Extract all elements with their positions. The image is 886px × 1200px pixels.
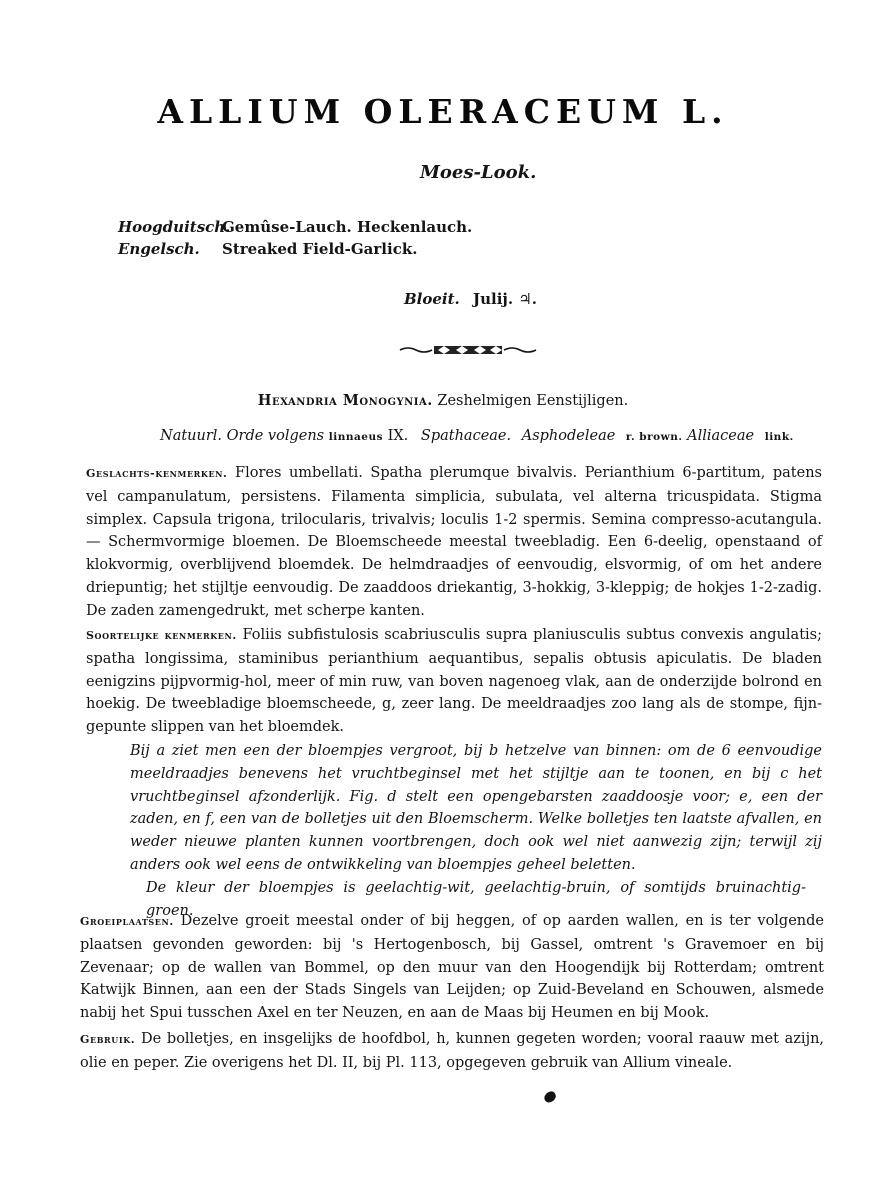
flower-colour-note: De kleur der bloempjes is geelachtig-wit, geelachtig-bruin, of somtijds bruinachtig-groen. <box>146 880 806 919</box>
linnaean-class <box>0 392 886 409</box>
usage-section <box>80 1028 824 1075</box>
author-link: link. <box>764 431 794 443</box>
order-alliaceae: Alliaceae <box>687 428 755 444</box>
flowering-month: Julij. <box>473 290 514 308</box>
section-heading: Geslachts-kenmerken. <box>86 467 228 480</box>
vernacular-row <box>118 238 472 260</box>
section-text: Foliis subfistulosis scabriusculis supra planiusculis subtus convexis angulatis; spatha longissima, staminibus perianthium aequantibus, sepalis obtusis apiculatis. De bladen eenigzins pijpvormig-hol, meer of min ruw, van boven nagenoeg vlak, aan de onderzijde bolrond en hoekig. De tweebladige bloemscheede, g, zeer lang. De meeldraadjes zoo lang als de stompe, fijn-gepunte slippen van het bloemdek. <box>86 627 822 736</box>
language-label: Hoogduitsch. <box>118 218 231 236</box>
author-linnaeus: linnaeus <box>328 431 384 443</box>
habitat-section <box>80 910 824 1025</box>
section-text: Flores umbellati. Spatha plerumque bivalvis. Perianthium 6-partitum, patens vel campanulatum, persistens. Filamenta simplicia, subulata, vel alterna tricuspidata. Stigma simplex. Capsula trigona, trilocularis, trivalvis; loculis 1-2 spermis. Semina compresso-acutangula. — Schermvormige bloemen. De Bloemscheede meestal tweebladig. Een 6-deelig, openstaand of klokvormig, overblijvend bloemdek. De helmdraadjes of eenvoudig, elsvormig, of om het andere driepuntig; het stijltje eenvoudig. De zaaddoos driekantig, 3-hokkig, 3-kleppig; de hokjes 1-2-zadig. De zaden zamengedrukt, met scherpe kanten. <box>86 465 822 619</box>
species-characters <box>86 624 822 739</box>
ornament-divider-icon <box>398 343 538 357</box>
order-spathaceae: Spathaceae. <box>420 428 512 444</box>
author-brown: r. brown. <box>625 431 683 443</box>
natural-order <box>160 428 794 444</box>
perennial-symbol: ♃. <box>518 290 537 308</box>
language-label: Engelsch. <box>118 240 200 258</box>
order-number: IX. <box>387 428 409 444</box>
section-heading: Soortelijke kenmerken. <box>86 629 237 642</box>
figure-explanation: Bij a ziet men een der bloempjes vergroot, bij b hetzelve van binnen: om de 6 eenvoudige meeldraadjes benevens het vruchtbeginsel met het stijltje aan te toonen, en bij c het vruchtbeginsel afzonderlijk. Fig. d stelt een opengebarsten zaaddoosje voor; e, een der zaden, en f, een van de bolletjes uit den Bloemscherm. Welke bolletjes ten laatste afvallen, en weder nieuwe planten kunnen voortbrengen, doch ook wel niet aanwezig zijn; terwijl zij anders ook wel eens de ontwikkeling van bloempjes geheel beletten. <box>130 743 822 873</box>
flowering-time <box>404 290 537 308</box>
class-dutch: Zeshelmigen Eenstijligen. <box>437 393 629 409</box>
section-text: De bolletjes, en insgelijks de hoofdbol, h, kunnen gegeten worden; vooral raauw met azijn, olie en peper. Zie overigens het Dl. II, bij Pl. 113, opgegeven gebruik van Allium vineale. <box>80 1031 825 1071</box>
class-latin: Hexandria Monogynia. <box>257 392 433 409</box>
section-heading: Groeiplaatsen. <box>80 915 174 928</box>
vernacular-names <box>118 216 472 260</box>
section-text: Dezelve groeit meestal onder of bij heggen, of op aarden wallen, en is ter volgende plaatsen gevonden geworden: bij 's Hertogenbosch, bij Gassel, omtrent 's Gravemoer en bij Zevenaar; op de wallen van Bommel, op den muur van den Hoogendijk bij Rotterdam; omtrent Katwijk Binnen, aan een der Stads Singels van Leijden; op Zuid-Beveland en Schouwen, alsmede nabij het Spui tusschen Axel en ter Neuzen, en aan de Maas bij Heumen en bij Mook. <box>80 913 824 1022</box>
vernacular-row <box>118 216 472 238</box>
dutch-name: Moes-Look. <box>420 162 537 183</box>
genus-characters <box>86 462 822 623</box>
vernacular-name: Gemûse-Lauch. Heckenlauch. <box>222 218 473 236</box>
flowering-label: Bloeit. <box>404 290 460 308</box>
section-heading: Gebruik. <box>80 1033 136 1046</box>
order-asphodeleae: Asphodeleae <box>521 428 616 444</box>
vernacular-name: Streaked Field-Garlick. <box>222 240 418 258</box>
page-title: ALLIUM OLERACEUM L. <box>157 92 729 131</box>
ink-blot <box>542 1090 557 1104</box>
order-label: Natuurl. Orde volgens <box>160 428 325 444</box>
